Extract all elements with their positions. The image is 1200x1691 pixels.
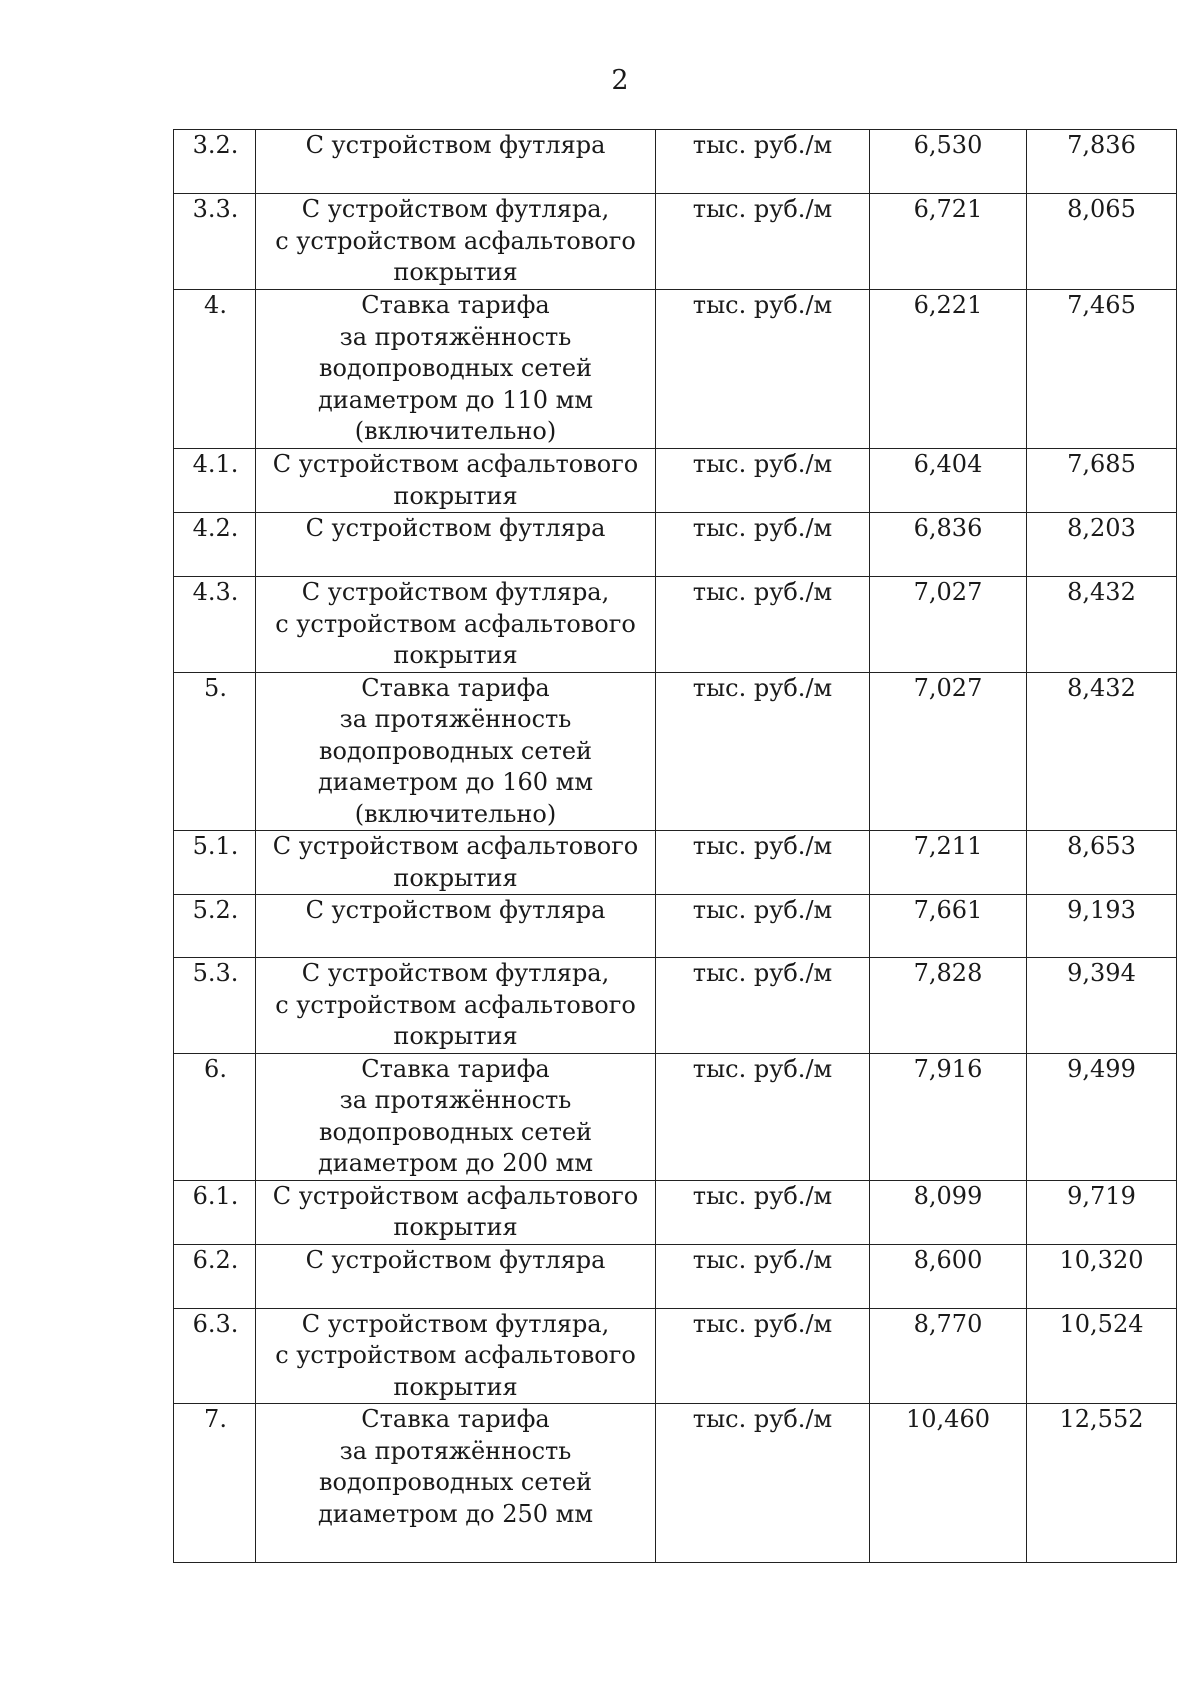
row-value-2: 9,193 (1027, 895, 1177, 958)
table-row (174, 958, 1177, 1054)
row-value-1: 6,836 (870, 513, 1027, 577)
row-value-2: 9,394 (1027, 958, 1177, 1054)
table-row (174, 1308, 1177, 1404)
row-value-2: 8,065 (1027, 194, 1177, 290)
row-description: С устройством асфальтового покрытия (256, 831, 656, 895)
row-value-2: 10,524 (1027, 1308, 1177, 1404)
row-unit: тыс. руб./м (656, 831, 870, 895)
row-description: С устройством футляра, с устройством асфальтового покрытия (256, 1308, 656, 1404)
table-row (174, 130, 1177, 194)
row-number: 3.2. (174, 130, 256, 194)
row-value-2: 7,685 (1027, 449, 1177, 513)
row-description: С устройством асфальтового покрытия (256, 1180, 656, 1244)
row-description: С устройством футляра, с устройством асфальтового покрытия (256, 958, 656, 1054)
row-unit: тыс. руб./м (656, 194, 870, 290)
row-number: 7. (174, 1404, 256, 1563)
row-number: 6.3. (174, 1308, 256, 1404)
tariff-table (173, 129, 1177, 1563)
row-description: Ставка тарифа за протяжённость водопроводных сетей диаметром до 250 мм (256, 1404, 656, 1563)
table-row (174, 449, 1177, 513)
row-unit: тыс. руб./м (656, 449, 870, 513)
row-value-2: 8,203 (1027, 513, 1177, 577)
row-value-1: 10,460 (870, 1404, 1027, 1563)
table-row (174, 290, 1177, 449)
row-unit: тыс. руб./м (656, 1180, 870, 1244)
table-row (174, 831, 1177, 895)
row-description: С устройством футляра (256, 130, 656, 194)
row-description: С устройством асфальтового покрытия (256, 449, 656, 513)
row-unit: тыс. руб./м (656, 958, 870, 1054)
row-description: Ставка тарифа за протяжённость водопроводных сетей диаметром до 160 мм (включительно) (256, 672, 656, 831)
row-value-1: 7,828 (870, 958, 1027, 1054)
row-value-1: 8,099 (870, 1180, 1027, 1244)
row-description: С устройством футляра (256, 513, 656, 577)
table-row (174, 513, 1177, 577)
row-value-1: 6,530 (870, 130, 1027, 194)
table-row (174, 895, 1177, 958)
row-number: 6.1. (174, 1180, 256, 1244)
row-description: С устройством футляра (256, 895, 656, 958)
table-row (174, 672, 1177, 831)
row-number: 4.1. (174, 449, 256, 513)
row-value-1: 7,211 (870, 831, 1027, 895)
row-value-2: 7,836 (1027, 130, 1177, 194)
row-unit: тыс. руб./м (656, 1053, 870, 1180)
row-number: 5.3. (174, 958, 256, 1054)
row-value-2: 10,320 (1027, 1244, 1177, 1308)
page-number: 2 (611, 65, 629, 96)
table-row (174, 577, 1177, 673)
row-value-2: 8,432 (1027, 672, 1177, 831)
row-description: С устройством футляра, с устройством асфальтового покрытия (256, 194, 656, 290)
row-value-1: 6,721 (870, 194, 1027, 290)
row-unit: тыс. руб./м (656, 513, 870, 577)
row-unit: тыс. руб./м (656, 1244, 870, 1308)
row-unit: тыс. руб./м (656, 1404, 870, 1563)
row-unit: тыс. руб./м (656, 672, 870, 831)
table-row (174, 1404, 1177, 1563)
row-value-2: 9,499 (1027, 1053, 1177, 1180)
table-row (174, 1180, 1177, 1244)
row-value-1: 7,027 (870, 577, 1027, 673)
table-row (174, 1244, 1177, 1308)
row-value-1: 6,221 (870, 290, 1027, 449)
row-unit: тыс. руб./м (656, 577, 870, 673)
row-value-1: 8,770 (870, 1308, 1027, 1404)
row-value-1: 8,600 (870, 1244, 1027, 1308)
row-value-1: 7,661 (870, 895, 1027, 958)
row-number: 5.2. (174, 895, 256, 958)
row-value-2: 8,432 (1027, 577, 1177, 673)
row-unit: тыс. руб./м (656, 130, 870, 194)
row-unit: тыс. руб./м (656, 1308, 870, 1404)
row-description: С устройством футляра (256, 1244, 656, 1308)
row-number: 4. (174, 290, 256, 449)
row-value-1: 6,404 (870, 449, 1027, 513)
row-value-2: 8,653 (1027, 831, 1177, 895)
row-number: 4.3. (174, 577, 256, 673)
row-unit: тыс. руб./м (656, 290, 870, 449)
row-description: С устройством футляра, с устройством асфальтового покрытия (256, 577, 656, 673)
row-description: Ставка тарифа за протяжённость водопроводных сетей диаметром до 200 мм (256, 1053, 656, 1180)
row-number: 5.1. (174, 831, 256, 895)
table-row (174, 194, 1177, 290)
row-number: 3.3. (174, 194, 256, 290)
row-value-1: 7,916 (870, 1053, 1027, 1180)
row-number: 6.2. (174, 1244, 256, 1308)
row-number: 4.2. (174, 513, 256, 577)
table-row (174, 1053, 1177, 1180)
row-unit: тыс. руб./м (656, 895, 870, 958)
row-number: 6. (174, 1053, 256, 1180)
row-value-2: 9,719 (1027, 1180, 1177, 1244)
row-description: Ставка тарифа за протяжённость водопроводных сетей диаметром до 110 мм (включительно) (256, 290, 656, 449)
row-value-1: 7,027 (870, 672, 1027, 831)
row-value-2: 12,552 (1027, 1404, 1177, 1563)
row-number: 5. (174, 672, 256, 831)
row-value-2: 7,465 (1027, 290, 1177, 449)
